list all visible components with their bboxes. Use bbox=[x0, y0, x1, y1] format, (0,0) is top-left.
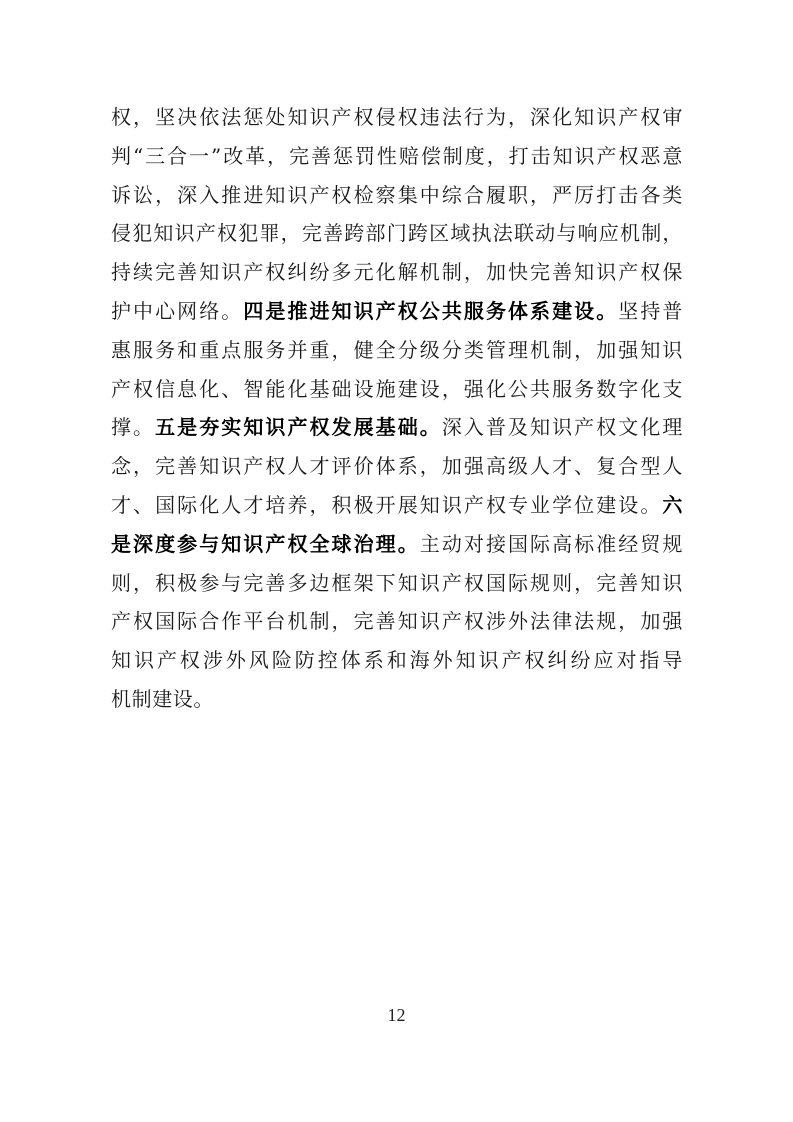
text-line bbox=[111, 331, 683, 370]
text-segment: 判“三合一”改革，完善惩罚性赔偿制度，打击知识产权恶意 bbox=[111, 143, 683, 168]
text-segment: 产权信息化、智能化基础设施建设，强化公共服务数字化支 bbox=[111, 376, 683, 401]
text-line bbox=[111, 602, 683, 641]
text-segment: 知识产权涉外风险防控体系和海外知识产权纠纷应对指导 bbox=[111, 648, 683, 673]
text-segment: 机制建设。 bbox=[111, 686, 214, 711]
text-segment: 诉讼，深入推进知识产权检察集中综合履职，严厉打击各类 bbox=[111, 182, 683, 207]
text-line bbox=[111, 253, 683, 292]
text-line bbox=[111, 447, 683, 486]
text-segment: 主动对接国际高标准经贸规 bbox=[419, 531, 683, 556]
text-line bbox=[111, 680, 683, 719]
text-line bbox=[111, 408, 683, 447]
page-number: 12 bbox=[387, 1005, 406, 1025]
bold-heading-segment: 是深度参与知识产权全球治理。 bbox=[111, 531, 420, 556]
text-segment: 护中心网络。 bbox=[111, 298, 244, 323]
text-segment: 才、国际化人才培养，积极开展知识产权专业学位建设。 bbox=[111, 492, 663, 517]
text-segment: 持续完善知识产权纠纷多元化解机制，加快完善知识产权保 bbox=[111, 260, 683, 285]
bold-heading-segment: 六 bbox=[662, 492, 683, 517]
text-line bbox=[111, 292, 683, 331]
text-segment: 坚持普 bbox=[618, 298, 683, 323]
text-line bbox=[111, 486, 683, 525]
text-line bbox=[111, 370, 683, 409]
bold-heading-segment: 五是夯实知识产权发展基础。 bbox=[155, 415, 442, 440]
text-line bbox=[111, 176, 683, 215]
body-paragraph bbox=[111, 98, 683, 719]
bold-heading-segment: 四是推进知识产权公共服务体系建设。 bbox=[243, 298, 619, 323]
text-line bbox=[111, 525, 683, 564]
text-segment: 侵犯知识产权犯罪，完善跨部门跨区域执法联动与响应机制， bbox=[111, 221, 683, 246]
text-segment: 念，完善知识产权人才评价体系，加强高级人才、复合型人 bbox=[111, 454, 683, 479]
text-line bbox=[111, 137, 683, 176]
text-segment: 则，积极参与完善多边框架下知识产权国际规则，完善知识 bbox=[111, 570, 683, 595]
text-segment: 产权国际合作平台机制，完善知识产权涉外法律法规，加强 bbox=[111, 609, 683, 634]
text-line bbox=[111, 214, 683, 253]
text-segment: 权，坚决依法惩处知识产权侵权违法行为，深化知识产权审 bbox=[111, 105, 683, 129]
text-line bbox=[111, 98, 683, 137]
text-segment: 深入普及知识产权文化理 bbox=[441, 415, 683, 440]
text-line bbox=[111, 564, 683, 603]
text-segment: 撑。 bbox=[111, 415, 156, 440]
text-line bbox=[111, 641, 683, 680]
text-segment: 惠服务和重点服务并重，健全分级分类管理机制，加强知识 bbox=[111, 337, 683, 362]
